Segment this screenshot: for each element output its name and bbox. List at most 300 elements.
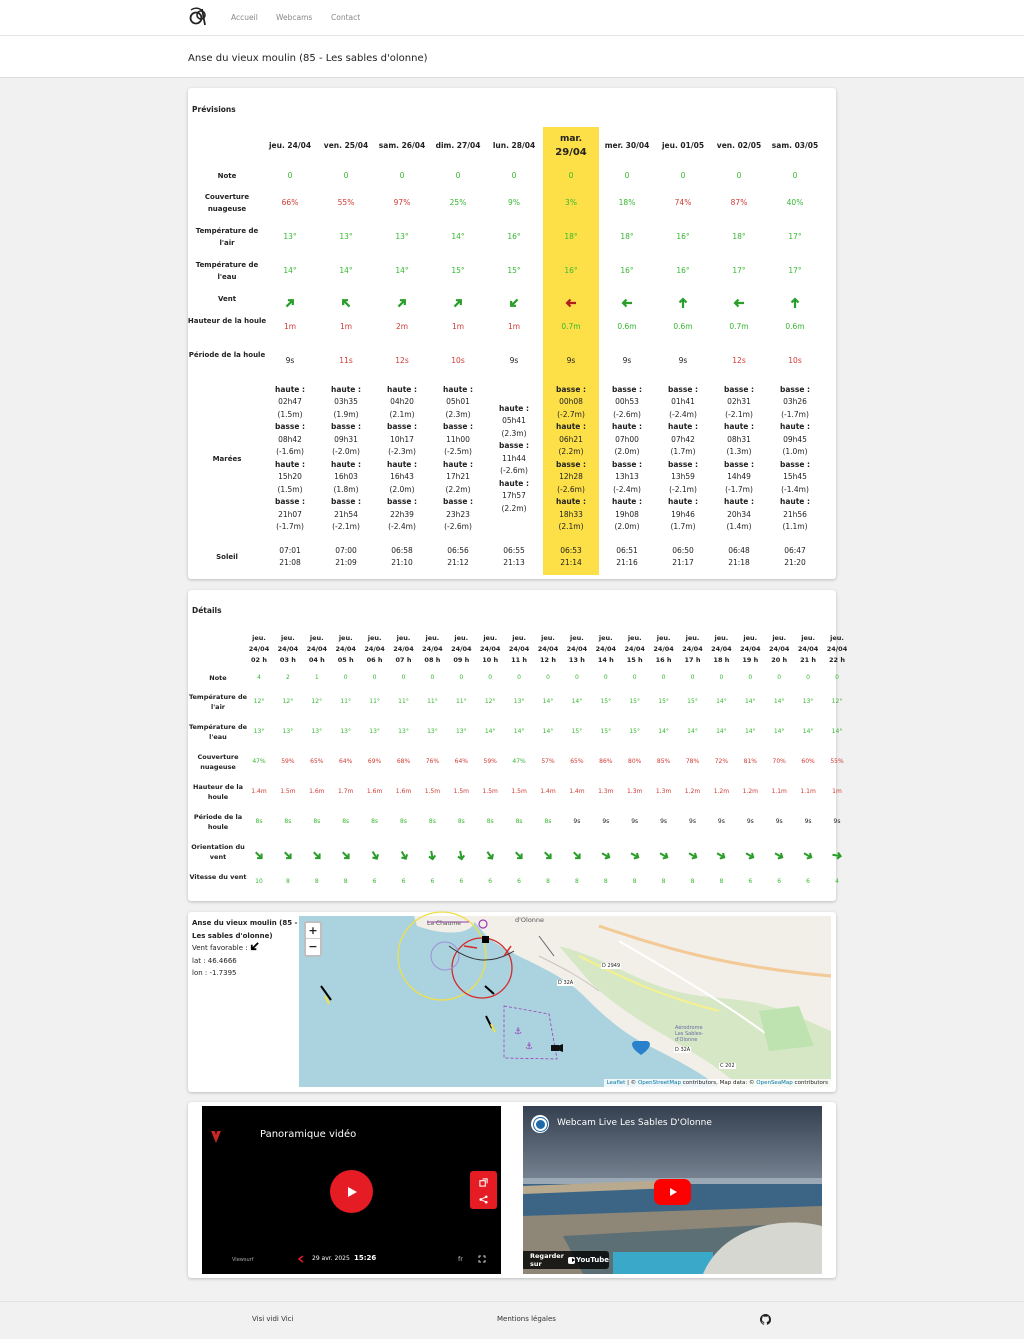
detail-value: 1.2m [684,788,701,795]
hour-header [567,633,587,666]
tide-line: basse : [611,384,643,394]
channel-avatar[interactable] [531,1115,549,1133]
tide-line: 18h33 [559,509,583,519]
detail-value: 1.1m [800,788,816,795]
hour-time: 04 h [308,656,325,664]
sunset: 21:14 [560,558,582,567]
detail-value: 8 [285,878,290,885]
leaflet-link[interactable]: Leaflet [606,1080,626,1086]
wind-arrow-icon [658,850,669,861]
detail-value: 6 [488,878,493,885]
detail-value: 4 [835,878,839,885]
tide-line: basse : [442,422,474,431]
forecast-value: 55% [337,198,355,207]
hour-day: jeu. [454,634,469,642]
detail-value: 1.5m [511,788,527,795]
forecast-value: 16° [676,232,690,241]
forecast-value: 0.7m [561,322,581,331]
hour-header [769,633,789,666]
hour-header [740,633,760,666]
tide-line: (2.0m) [614,522,640,531]
day-header: ven. 25/04 [323,141,369,150]
hour-header [249,633,269,666]
tide-line: 21h56 [783,509,807,519]
hour-day: jeu. [830,634,844,642]
tide-line: haute : [386,384,418,394]
detail-row-label: Température de l'eau [188,722,248,741]
hour-day: jeu. [281,634,295,642]
hour-day: jeu. [541,634,555,642]
hour-header [538,633,558,666]
hour-date: 24/04 [479,645,501,653]
detail-wind-direction [832,846,843,857]
detail-value: 86% [599,758,613,765]
tide-line: (-2.0m) [332,447,360,456]
detail-value: 78% [685,758,700,765]
detail-value: 14° [802,728,814,735]
forecast-value: 25% [449,198,467,207]
sunrise: 06:47 [784,545,806,555]
play-button[interactable] [330,1170,373,1213]
detail-value: 8s [486,818,494,825]
tide-line: 09h45 [783,434,807,444]
forecast-value: 9s [678,356,688,365]
detail-value: 59% [281,758,295,765]
hour-day: jeu. [367,634,382,642]
hour-day: jeu. [309,634,324,642]
forecast-value: 97% [393,198,411,207]
row-label: Hauteur de la houle [187,316,267,325]
hour-date: 24/04 [248,645,270,653]
detail-value: 0 [661,674,666,681]
detail-value: 8 [603,878,608,885]
detail-value: 0 [517,674,522,681]
forecast-value: 0 [455,171,461,180]
day-header-today: mar. 29/04 [555,134,587,158]
wind-arrow-icon [452,297,464,309]
tide-line: (-1.7m) [276,522,304,531]
wind-direction [452,294,464,306]
tide-line: basse : [611,459,643,469]
detail-wind-direction [716,846,727,857]
detail-value: 8 [632,878,637,885]
detail-value: 14° [542,698,554,705]
wind-arrow-icon [803,850,814,861]
tide-line: basse : [386,497,418,506]
detail-value: 6 [806,878,811,885]
tide-list [556,384,586,534]
tide-line: haute : [330,384,362,394]
tide-line: (1.5m) [277,409,303,419]
map-label-d2949: D 2949 [602,963,621,969]
tide-line: basse : [386,422,418,431]
forecast-value: 17° [788,266,802,275]
detail-value: 14° [716,698,727,705]
tide-line: basse : [555,384,587,394]
tide-line: (-2.1m) [669,484,697,494]
hour-time: 07 h [395,656,412,664]
forecast-value: 9s [285,356,295,365]
detail-row-label: Période de la houle [193,812,243,831]
tide-line: (-1.6m) [276,447,304,456]
detail-value: 55% [830,758,844,765]
hour-time: 02 h [251,656,267,664]
github-icon[interactable] [760,1314,771,1325]
detail-value: 0 [719,674,724,681]
forecast-value: 3% [565,198,577,207]
hour-header [278,633,298,666]
tide-line: 17h21 [446,472,470,481]
hour-day: jeu. [627,634,642,642]
day-header: jeu. 01/05 [661,141,705,150]
watch-on-youtube[interactable]: Regarder sur YouTube [523,1251,609,1269]
detail-value: 1.2m [713,788,730,795]
wind-arrow-icon [600,850,611,861]
detail-value: 8 [661,878,666,885]
hour-day: jeu. [252,634,266,642]
hour-day: jeu. [338,634,353,642]
forecast-value: 0.6m [673,322,693,331]
detail-value: 13° [369,728,380,735]
tide-line: 03h35 [334,397,358,406]
tide-line: 12h28 [559,472,583,481]
openseamap-link[interactable]: OpenSeaMap [756,1080,793,1086]
wind-arrow-icon [687,850,698,861]
tide-line: 14h49 [727,472,751,481]
nav-webcams[interactable]: Webcams [276,13,313,22]
tide-line: haute : [779,422,811,431]
detail-wind-direction [282,846,293,857]
forecast-value: 16° [564,266,578,275]
tide-line: basse : [779,459,811,469]
tide-line: haute : [611,497,643,506]
row-label: Note [217,171,237,180]
hour-day: jeu. [512,634,526,642]
detail-value: 1.5m [453,788,469,795]
detail-value: 10 [255,878,263,885]
map-view[interactable] [299,916,831,1087]
tide-line: (-2.4m) [669,409,697,419]
hour-day: jeu. [743,634,758,642]
video-panoramique[interactable] [202,1106,501,1274]
tide-line: (1.3m) [726,447,752,456]
hour-time: 12 h [540,656,556,664]
sunrise: 06:50 [672,545,694,555]
svg-text:⚓: ⚓ [514,1027,523,1037]
forecast-value: 9s [622,356,632,365]
detail-value: 14° [831,728,843,735]
tide-line: (-2.7m) [557,409,585,419]
wind-arrow-icon [745,850,756,861]
detail-value: 9s [631,818,639,825]
tide-line: (2.0m) [614,447,640,456]
tide-line: (1.4m) [726,522,752,531]
tide-line: (-2.6m) [557,484,585,494]
chevron-left-icon[interactable] [298,1255,304,1263]
detail-value: 0 [430,674,435,681]
footer-mentions-legales[interactable]: Mentions légales [497,1315,556,1323]
hour-time: 17 h [684,656,701,664]
tide-line: haute : [555,497,587,506]
tide-line: (-2.6m) [613,409,641,419]
detail-value: 11° [455,698,467,705]
detail-value: 47% [512,758,526,765]
wind-arrow-icon [789,297,801,309]
hour-date: 24/04 [595,645,617,653]
hour-time: 14 h [597,656,614,664]
detail-value: 1.4m [251,788,267,795]
detail-wind-direction [340,846,351,857]
detail-wind-direction [543,846,554,857]
tide-line: (-2.5m) [444,447,472,456]
tide-line: (2.1m) [558,522,584,531]
tide-line: (1.0m) [782,447,808,456]
tide-line: basse : [330,497,362,506]
tide-line: (1.5m) [277,484,303,494]
tide-line: 11h00 [446,434,470,444]
forecast-value: 11s [339,356,353,365]
detail-value: 1.3m [626,788,643,795]
wind-direction [508,294,520,306]
video2-title[interactable]: Webcam Live Les Sables D'Olonne [557,1118,712,1128]
zoom-out-button[interactable]: − [308,940,318,953]
tide-line: (1.7m) [670,522,696,531]
detail-value: 1.6m [366,788,383,795]
tide-line: (-1.7m) [725,484,753,494]
sun-times [391,545,413,570]
detail-value: 8s [313,818,321,825]
wind-arrow-icon [282,850,293,861]
detail-value: 1m [832,788,842,795]
forecast-value: 14° [451,232,465,241]
row-label: Température de l'air [195,226,259,247]
detail-value: 8s [428,818,436,825]
tide-line: basse : [555,459,587,469]
hour-date: 24/04 [653,645,674,653]
details-title: Détails [192,606,222,615]
tide-line: (-2.1m) [332,522,360,531]
detail-value: 8s [371,818,379,825]
tide-list [612,384,642,534]
detail-value: 15° [600,728,612,735]
detail-wind-direction [514,846,525,857]
tide-line: 01h41 [671,397,695,406]
map-tiles [299,916,831,1087]
sunset: 21:20 [784,558,806,567]
previsions-title: Prévisions [192,105,236,114]
detail-value: 1 [314,674,319,681]
footer-visi-vidi-vici[interactable]: Visi vidi Vici [252,1315,294,1323]
detail-value: 14° [716,728,727,735]
tide-line: (-2.4m) [388,522,416,531]
detail-value: 8s [255,818,263,825]
tide-list [387,384,417,534]
spot-name: Anse du vieux moulin (85 - Les sables d'olonne) [192,919,298,940]
hour-time: 18 h [713,656,730,664]
day-header: sam. 26/04 [378,141,426,150]
detail-value: 6 [517,878,522,885]
tide-line: (2.2m) [558,447,584,456]
detail-value: 13° [802,698,814,705]
tide-line: haute : [611,422,643,431]
tide-line: 15h20 [278,472,302,481]
detail-value: 9s [717,818,725,825]
osm-link[interactable]: OpenStreetMap [637,1080,681,1086]
hour-date: 24/04 [393,645,414,653]
detail-value: 1.3m [598,788,614,795]
wind-arrow-icon [456,850,467,861]
sunset: 21:12 [447,558,469,567]
forecast-value: 0 [399,171,405,180]
day-header: mer. 30/04 [604,141,650,150]
forecast-value: 17° [788,232,802,241]
forecast-value: 74% [674,198,692,207]
forecast-value: 16° [620,266,634,275]
fullscreen-icon[interactable] [478,1255,486,1263]
map-label-olonne: d'Olonne [515,916,545,924]
day-header: jeu. 24/04 [268,141,312,150]
zoom-in-button[interactable]: + [306,923,320,939]
tide-line: basse : [667,459,699,469]
sunrise: 07:01 [279,545,301,555]
detail-value: 70% [772,758,786,765]
youtube-play-button[interactable] [654,1179,691,1205]
detail-value: 8 [343,878,348,885]
tide-list [275,384,305,534]
sunset: 21:09 [335,558,357,567]
detail-value: 8 [574,878,579,885]
hour-time: 15 h [626,656,643,664]
forecast-value: 9s [509,356,519,365]
tide-line: haute : [498,403,530,413]
tide-line: 08h31 [727,434,751,444]
tide-line: 21h54 [334,509,358,519]
hour-header [653,633,673,666]
forecast-value: 87% [730,198,748,207]
sun-times [616,545,638,570]
share-icon[interactable] [479,1195,488,1204]
forecast-value: 13° [339,232,353,241]
detail-value: 0 [777,674,782,681]
tide-line: 23h23 [446,509,470,519]
tide-line: haute : [330,459,362,469]
wind-arrow-icon [514,850,525,861]
video-youtube[interactable] [523,1106,822,1274]
row-label: Vent [217,294,237,303]
sunset: 21:10 [391,558,413,567]
tide-line: (-2.1m) [725,409,753,419]
site-logo-icon[interactable] [188,6,208,28]
tide-line: (1.7m) [670,447,696,456]
viewsurf-brand: Viewsurf [232,1257,254,1263]
forecast-value: 1m [507,322,521,331]
hour-date: 24/04 [451,645,472,653]
forecast-value: 15° [451,266,465,275]
wind-direction [396,294,408,306]
map-label-c202: C 202 [720,1063,735,1069]
detail-value: 64% [339,758,353,765]
forecast-value: 15° [507,266,521,275]
wind-arrow-icon [629,850,640,861]
sunrise: 06:55 [503,545,525,555]
detail-value: 1.2m [742,788,758,795]
detail-value: 1.1m [771,788,787,795]
tide-line: basse : [274,497,306,506]
hour-header [596,633,616,666]
detail-wind-direction [427,846,438,857]
tide-line: 00h08 [559,397,583,406]
nav-accueil[interactable]: Accueil [231,13,258,22]
detail-value: 6 [777,878,782,885]
detail-value: 0 [372,674,377,681]
detail-value: 0 [488,674,493,681]
sun-times [672,545,694,570]
detail-value: 60% [801,758,815,765]
detail-wind-direction [774,846,785,857]
tide-line: 02h47 [278,397,302,406]
detail-value: 12° [484,698,496,705]
hour-day: jeu. [772,634,787,642]
tide-line: (-2.6m) [444,522,472,531]
detail-value: 14° [744,698,756,705]
tide-line: haute : [667,497,699,506]
nav-contact[interactable]: Contact [331,13,361,22]
hour-date: 24/04 [537,645,559,653]
wind-direction [340,294,352,306]
detail-value: 13° [340,728,352,735]
detail-wind-direction [600,846,611,857]
hour-time: 20 h [771,656,788,664]
hour-day: jeu. [656,634,671,642]
forecast-value: 10s [451,356,465,365]
row-label: Période de la houle [188,350,266,359]
detail-value: 13° [282,728,294,735]
detail-wind-direction [456,846,467,857]
detail-value: 8s [284,818,292,825]
wind-direction [789,294,801,306]
hour-date: 24/04 [797,645,819,653]
detail-value: 8s [515,818,523,825]
wind-arrow-icon [427,850,438,861]
tide-line: basse : [723,459,755,469]
tide-line: 20h34 [727,509,751,519]
wind-arrow-icon [485,850,496,861]
play-icon [346,1186,358,1198]
sunset: 21:08 [279,558,301,567]
tide-line: basse : [667,384,699,394]
sunset: 21:17 [672,558,694,567]
detail-wind-direction [485,846,496,857]
popup-icon[interactable] [479,1178,488,1187]
map-label-d32a-2: D 32A [675,1047,691,1053]
detail-value: 15° [629,698,641,705]
detail-value: 8 [690,878,695,885]
hour-header [711,633,731,666]
detail-value: 0 [603,674,608,681]
detail-value: 9s [602,818,610,825]
hour-date: 24/04 [335,645,356,653]
language-selector[interactable]: fr [458,1255,463,1263]
forecast-value: 9s [566,356,576,365]
wind-direction [565,294,577,306]
forecast-value: 0 [568,171,574,180]
tide-line: 03h26 [783,397,807,406]
forecast-value: 0.6m [617,322,637,331]
hour-day: jeu. [483,634,498,642]
detail-value: 6 [372,878,377,885]
hour-date: 24/04 [508,645,530,653]
detail-value: 8s [342,818,350,825]
